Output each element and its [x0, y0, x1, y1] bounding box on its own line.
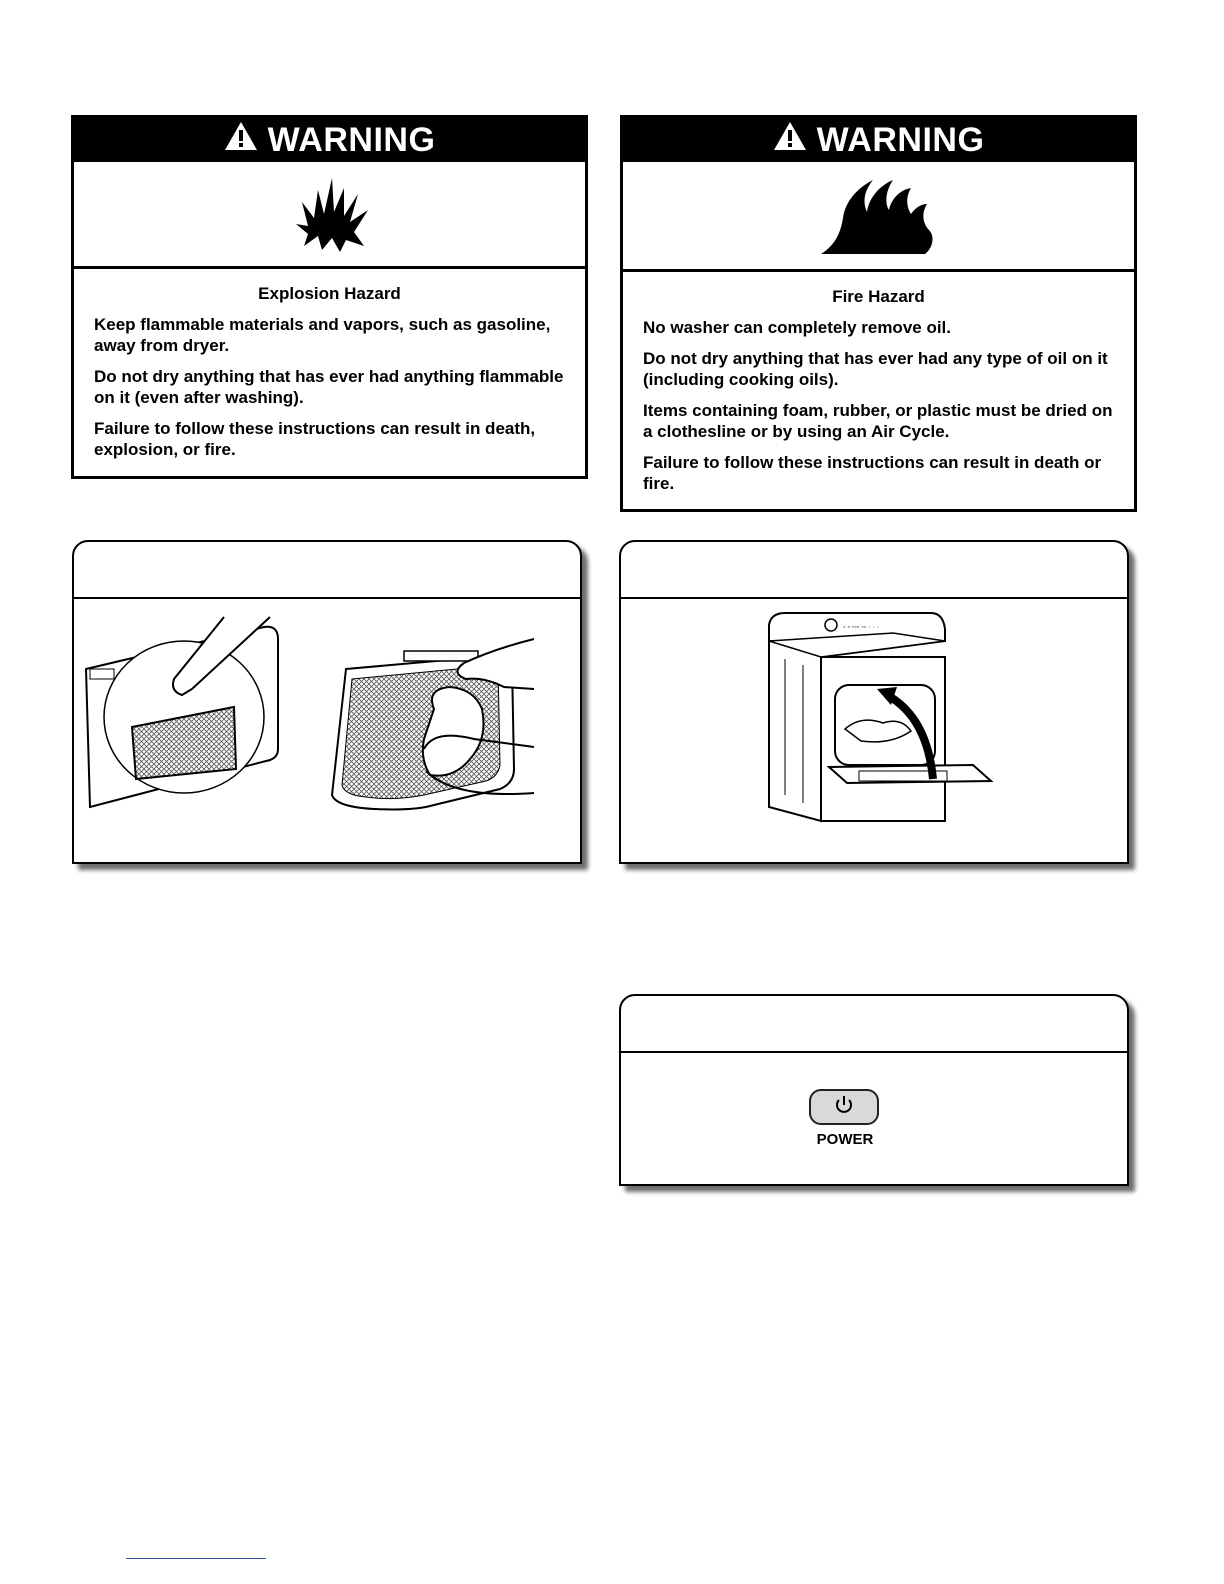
power-button[interactable] [809, 1089, 879, 1125]
fire-icon [623, 162, 1134, 272]
footer-rule [126, 1558, 266, 1559]
power-icon [833, 1094, 855, 1121]
warning-triangle-icon [224, 121, 258, 160]
power-panel [619, 994, 1129, 1186]
explosion-icon [74, 162, 585, 269]
lint-filter-cleaning-illustration [74, 599, 580, 866]
hazard-title: Fire Hazard [832, 287, 925, 306]
warning-text: Failure to follow these instructions can result in death or fire. [643, 453, 1102, 493]
warning-text: Items containing foam, rubber, or plastic must be dried on a clothesline or by using an Air Cycle. [643, 401, 1113, 441]
warning-text: Do not dry anything that has ever had anything flammable on it (even after washing). [94, 367, 564, 407]
warning-text: Failure to follow these instructions can result in death, explosion, or fire. [94, 419, 536, 459]
svg-text:◦ ◦ ◦◦◦ ◦◦ · · ·: ◦ ◦ ◦◦◦ ◦◦ · · · [843, 624, 880, 631]
warning-title: WARNING [267, 120, 436, 159]
hazard-title: Explosion Hazard [258, 284, 401, 303]
warning-box-explosion [71, 115, 588, 479]
warning-triangle-icon [773, 121, 807, 160]
warning-header [74, 118, 585, 162]
power-label: POWER [816, 1131, 874, 1148]
panel-header [74, 542, 580, 599]
lint-filter-panel [72, 540, 582, 864]
dryer-door-open-illustration [621, 599, 1127, 866]
warning-text: Do not dry anything that has ever had any type of oil on it (including cooking oils). [643, 349, 1108, 389]
panel-header [621, 996, 1127, 1053]
warning-text: No washer can completely remove oil. [643, 318, 952, 337]
panel-header [621, 542, 1127, 599]
warning-text: Keep flammable materials and vapors, such as gasoline, away from dryer. [94, 315, 551, 355]
warning-title: WARNING [816, 120, 985, 159]
warning-header [623, 118, 1134, 162]
warning-box-fire [620, 115, 1137, 512]
load-dryer-panel [619, 540, 1129, 864]
